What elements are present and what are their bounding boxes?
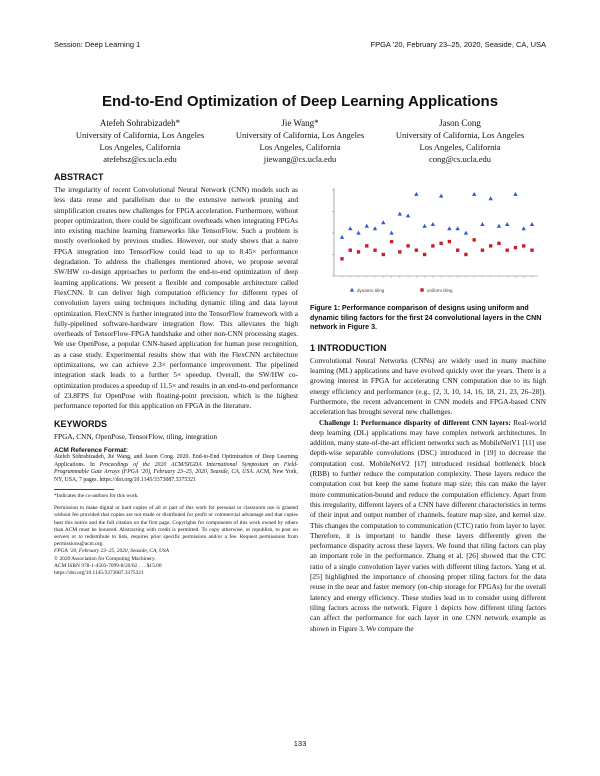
data-point — [522, 244, 525, 247]
data-point — [439, 242, 442, 245]
data-point — [481, 249, 484, 252]
data-point — [464, 253, 467, 256]
author-block — [375, 117, 545, 165]
author-city: Los Angeles, California — [259, 142, 341, 152]
data-point — [422, 224, 426, 228]
legend-label: dynamic tiling — [357, 288, 385, 293]
abstract-text: The irregularity of recent Convolutional Neural Network (CNN) models such as less data reuse and parallelism due to the extensive network pruning and simplification creates new challenges for FPGA acceleration. Furthermore, without proper optimization, there could be significant overheads when integrating FPGAs into existing machine learning frameworks like TensorFlow. Such a problem is mostly overlooked by previous studies. However, our study shows that a naive FPGA integration into TensorFlow could lead to up to 8.45× performance degradation. To address the challenges mentioned above, we propose several SW/HW co-design approaches to perform the end-to-end optimization of deep learning applications. We present a flexible and composable architecture called FlexCNN. It can deliver high computation efficiency for different types of convolution layers using techniques including dynamic tiling and data layout optimization. FlexCNN is further integrated into the TensorFlow framework with a fully-pipelined software-hardware integration flow. This alleviates the high overheads of TensorFlow-FPGA handshake and other non-CNN processing stages. We use OpenPose, a popular CNN-based application for human pose recognition, as a case study. Experimental results show that with the FlexCNN architecture optimizations, we can achieve 2.3× performance improvement. The pipelined integration stack leads to a further 5× speedup. Overall, the SW/HW co-optimization produces a speedup of 11.5× and results in an end-to-end performance of 23.8FPS for OpenPose with floating-point precision, which is the highest performance reported for this application on FPGA in the literature. — [54, 185, 298, 411]
data-point — [464, 231, 468, 235]
data-point — [349, 249, 352, 252]
data-point — [340, 235, 344, 239]
data-point — [480, 222, 484, 226]
figure-1-caption: Figure 1: Performance comparison of designs using uniform and dynamic tiling factors for the first 24 convolutional layers in the CNN network in Figure 3. — [310, 304, 542, 332]
data-point — [456, 249, 459, 252]
acm-reference-text: Atefeh Sohrabizadeh, Jie Wang, and Jason Cong. 2020. End-to-End Optimization of Deep Learning Applications. In Proceedings of the 2020 ACM/SIGDA International Symposium on Field-Programmable Gate Arrays (FPGA ’20), February 23–25, 2020, Seaside, CA, USA. ACM, New York, NY, USA, 7 pages. https://doi.org/10.1145/3373087.3375321 — [54, 453, 299, 484]
chart-marks — [340, 192, 534, 261]
legend-marker — [350, 288, 354, 292]
author-affiliation: University of California, Los Angeles — [235, 130, 365, 140]
author-email: cong@cs.ucla.edu — [428, 154, 492, 164]
data-point — [390, 240, 393, 243]
data-point — [447, 226, 451, 230]
data-point — [472, 238, 475, 241]
data-point — [373, 249, 376, 252]
author-block — [215, 117, 385, 165]
data-point — [530, 222, 534, 226]
intro-heading: 1 INTRODUCTION — [310, 342, 387, 353]
chart-legend — [350, 288, 453, 293]
legend-marker — [420, 288, 423, 291]
data-point — [382, 253, 385, 256]
footnote-rule — [54, 489, 114, 490]
data-point — [406, 244, 409, 247]
author-name: Jason Cong — [439, 118, 481, 128]
acm-reference — [54, 447, 298, 485]
data-point — [357, 250, 360, 253]
data-point — [448, 240, 451, 243]
venue-line: FPGA ’20, February 23–25, 2020, Seaside, CA, USA — [54, 548, 169, 555]
author-affiliation: University of California, Los Angeles — [75, 130, 205, 140]
figure-1-chart — [312, 182, 546, 298]
data-point — [455, 226, 459, 230]
author-city: Los Angeles, California — [99, 142, 181, 152]
isbn-line: ACM ISBN 978-1-4503-7099-8/20/02 . . . $15.00 — [54, 562, 162, 569]
data-point — [439, 194, 443, 198]
data-point — [381, 220, 385, 224]
data-point — [431, 244, 434, 247]
author-affiliation: University of California, Los Angeles — [395, 130, 525, 140]
legend-label: uniform tiling — [427, 288, 453, 293]
data-point — [373, 226, 377, 230]
doi-line[interactable]: https://doi.org/10.1145/3373087.3375321 — [54, 570, 144, 577]
challenge-1-text: Real-world deep learning (DL) applications may have complex network architectures. In addition, many state-of-the-art efficient networks such as MobileNetV1 [11] use depth-wise separable convolutions (DSC) introduced in [19] to decrease the computation cost. MobileNetV2 [17] introduced residual bottleneck block (RBB) to further reduce the computation complexity. These layers reduce the computation cost but keep the same feature map size; this can make the layer more communication-bound and reduce the computation efficiency. Apart from this irregularity, different layers of a CNN have different characteristics in terms of their input and output number of channels, feature map size, and kernel size. This changes the computation to communication (CTC) ratio from layer to layer. Therefore, it is important to handle these layers differently given the performance disparity across these layers. We found that tiling factors can play an important role in the performance. Zhang et al. [26] showed that the CTC ratio of a single convolution layer varies with different tiling factors. Yang et al. [25] highlighted the importance of choosing proper tiling factors for the data reuse in the near and faster memory (on-chip storage for FPGAs) for the overall latency and energy efficiency. These studies lead us to consider using different tiling factors across the network. Figure 1 depicts how different tiling factors can affect the performance for each layer in one CNN network example as shown in Figure 3. We compare the — [310, 417, 547, 633]
intro-paragraph-1: Convolutional Neural Networks (CNNs) are widely used in many machine learning (ML) applications and have evolved quickly over the years. There is a growing interest in FPGA for accelerating CNN computation due to its high energy efficiency and performance (e.g., [2, 3, 10, 14, 16, 18, 21, 23, 26–28]). Furthermore, the recent advancement in CNN models and FPGA-based CNN acceleration has brought several new challenges. — [310, 355, 546, 417]
acm-reference-heading: ACM Reference Format: — [54, 446, 129, 454]
data-point — [489, 244, 492, 247]
data-point — [398, 212, 402, 216]
data-point — [398, 250, 401, 253]
running-header-left: Session: Deep Learning 1 — [54, 40, 141, 49]
intro-paragraph-2 — [310, 418, 546, 634]
permission-text: Permission to make digital or hard copies of all or part of this work for personal or classroom use is granted without fee provided that copies are not made or distributed for profit or commercial advantage and that copies bear this notice and the full citation on the first page. Copyrights for components of this work owned by others than ACM must be honored. Abstracting with credit is permitted. To copy otherwise, or republish, to post on servers or to redistribute to lists, requires prior specific permission and/or a fee. Request permissions from permissions@acm.org. — [54, 505, 298, 548]
data-point — [365, 224, 369, 228]
data-point — [530, 249, 533, 252]
left-column — [54, 172, 298, 577]
data-point — [497, 242, 500, 245]
data-point — [406, 213, 410, 217]
keywords-heading: KEYWORDS — [54, 418, 108, 429]
data-point — [514, 246, 517, 249]
footnote: *Indicates the co-authors for this work. — [54, 493, 139, 500]
data-point — [505, 222, 509, 226]
data-point — [513, 192, 517, 196]
right-column — [310, 304, 546, 634]
data-point — [488, 196, 492, 200]
paper-title: End-to-End Optimization of Deep Learning Applications — [101, 93, 499, 110]
data-point — [522, 226, 526, 230]
author-block — [55, 117, 225, 165]
author-name: Jie Wang* — [281, 118, 319, 128]
author-city: Los Angeles, California — [419, 142, 501, 152]
data-point — [431, 222, 435, 226]
data-point — [472, 192, 476, 196]
data-point — [497, 224, 501, 228]
data-point — [348, 226, 352, 230]
keywords-text: FPGA, CNN, OpenPose, TensorFlow, tiling, integration — [54, 431, 218, 441]
author-email: atefehsz@cs.ucla.edu — [103, 154, 177, 164]
data-point — [365, 244, 368, 247]
copyright-line: © 2020 Association for Computing Machinery. — [54, 555, 156, 562]
data-point — [414, 192, 418, 196]
challenge-1-title: Challenge 1: Performance disparity of different CNN layers: — [319, 417, 511, 427]
data-point — [356, 231, 360, 235]
running-header-right: FPGA ’20, February 23–25, 2020, Seaside, CA, USA — [370, 40, 546, 49]
data-point — [423, 253, 426, 256]
author-email: jiewang@cs.ucla.edu — [263, 154, 337, 164]
author-name: Atefeh Sohrabizadeh* — [99, 118, 181, 128]
page-number: 133 — [293, 739, 307, 748]
data-point — [415, 249, 418, 252]
data-point — [340, 257, 343, 260]
abstract-heading: ABSTRACT — [54, 172, 104, 182]
data-point — [389, 231, 393, 235]
data-point — [506, 249, 509, 252]
permission-block — [54, 505, 298, 577]
